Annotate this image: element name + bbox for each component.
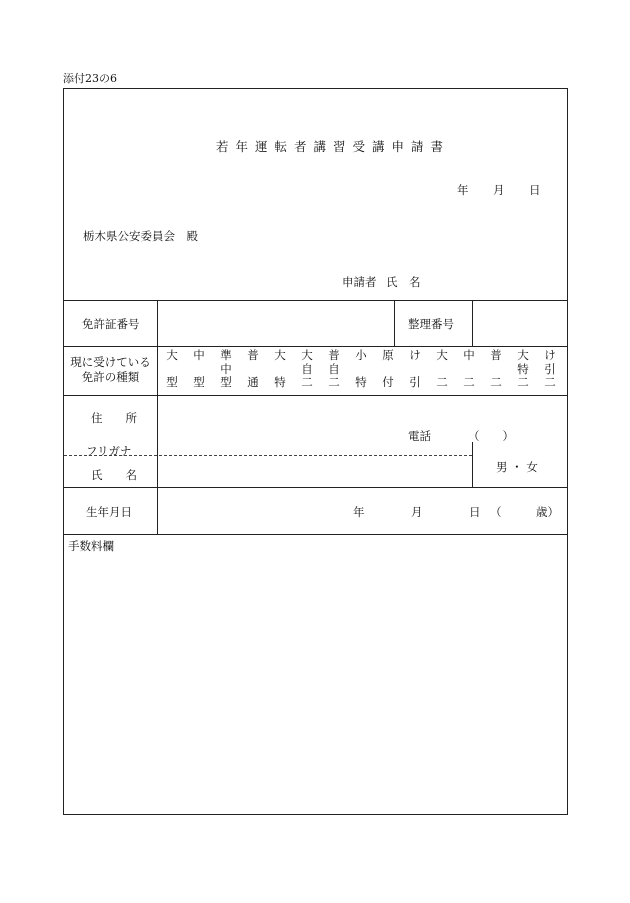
license-type-char	[271, 363, 289, 377]
addressee: 栃木県公安委員会 殿	[83, 229, 198, 243]
birth-day-label: 日	[469, 505, 481, 519]
birth-month-label: 月	[411, 505, 423, 519]
license-type-char: 通	[247, 375, 259, 389]
license-type-char	[460, 363, 478, 377]
fee-label: 手数料欄	[68, 539, 114, 553]
form-title: 若年運転者講習受講申請書	[216, 139, 451, 154]
license-type-item[interactable]	[244, 349, 262, 390]
license-type-char: 特	[355, 375, 367, 389]
license-type-item[interactable]	[379, 349, 397, 390]
license-type-char: 二	[490, 375, 502, 389]
license-type-item[interactable]	[487, 349, 505, 390]
name-field[interactable]	[158, 456, 472, 487]
furigana-field[interactable]	[158, 443, 472, 455]
column-divider	[394, 300, 395, 346]
application-form	[63, 88, 568, 815]
license-type-char: 大	[436, 348, 448, 362]
license-type-item[interactable]	[460, 349, 478, 390]
license-number-label: 免許証番号	[82, 317, 140, 331]
license-type-char: 二	[328, 375, 340, 389]
license-type-char: 普	[490, 348, 502, 362]
phone-paren: （ ）	[468, 429, 514, 443]
license-type-item[interactable]	[514, 349, 532, 390]
license-type-char: 引	[544, 361, 556, 376]
license-type-char: 自	[301, 361, 313, 376]
license-type-char: 中	[193, 348, 205, 362]
license-type-char: 自	[328, 361, 340, 376]
license-type-char	[379, 363, 397, 377]
license-type-char: 大	[166, 348, 178, 362]
applicant-label: 申請者	[342, 275, 377, 289]
license-type-char: 特	[274, 375, 286, 389]
license-type-item[interactable]	[271, 349, 289, 390]
license-type-char	[163, 363, 181, 377]
license-type-char: 引	[409, 375, 421, 389]
license-type-char: 普	[328, 348, 340, 362]
license-type-char: 型	[220, 375, 232, 389]
divider	[64, 346, 567, 347]
license-type-char	[433, 363, 451, 377]
license-type-char: 小	[355, 348, 367, 362]
reference-number-field[interactable]	[473, 301, 567, 346]
reference-number-label: 整理番号	[408, 317, 454, 331]
fee-area	[64, 535, 567, 814]
applicant-name-label: 氏 名	[386, 275, 421, 289]
license-type-char: 付	[382, 375, 394, 389]
license-type-item[interactable]	[190, 349, 208, 390]
license-type-item[interactable]	[325, 349, 343, 390]
license-type-char: 普	[247, 348, 259, 362]
license-type-char: 大	[517, 348, 529, 362]
license-type-item[interactable]	[352, 349, 370, 390]
license-type-char: け	[409, 348, 421, 362]
license-type-char	[352, 363, 370, 377]
attachment-label: 添付23の6	[63, 72, 117, 85]
license-type-item[interactable]	[298, 349, 316, 390]
license-type-item[interactable]	[433, 349, 451, 390]
license-type-char: 二	[517, 375, 529, 389]
license-type-char: 二	[436, 375, 448, 389]
address-label: 住 所	[91, 411, 137, 425]
date-day-label: 日	[529, 183, 541, 197]
license-type-char	[190, 363, 208, 377]
license-type-char	[487, 363, 505, 377]
gender-options[interactable]: 男 ・ 女	[496, 460, 538, 474]
license-type-char: 中	[463, 348, 475, 362]
license-type-item[interactable]	[541, 349, 559, 390]
birthdate-label: 生年月日	[86, 505, 132, 519]
license-type-char: け	[544, 348, 556, 362]
license-type-char: 原	[382, 348, 394, 362]
license-type-char: 二	[544, 375, 556, 389]
license-types-label: 現に受けている 免許の種類	[70, 355, 151, 384]
license-type-char: 大	[274, 348, 286, 362]
license-type-char: 型	[193, 375, 205, 389]
furigana-label: フリガナ	[86, 444, 132, 458]
license-type-char: 中	[220, 361, 232, 376]
license-type-char	[244, 363, 262, 377]
date-year-label: 年	[457, 183, 469, 197]
license-type-char: 二	[463, 375, 475, 389]
license-type-char: 特	[517, 361, 529, 376]
license-type-item[interactable]	[163, 349, 181, 390]
license-type-char: 準	[220, 348, 232, 362]
license-type-item[interactable]	[406, 349, 424, 390]
date-month-label: 月	[493, 183, 505, 197]
license-number-field[interactable]	[158, 301, 394, 346]
license-type-char: 二	[301, 375, 313, 389]
name-label: 氏 名	[91, 468, 137, 482]
license-type-char	[406, 363, 424, 377]
phone-label: 電話	[408, 429, 431, 443]
license-type-item[interactable]	[217, 349, 235, 390]
column-divider	[472, 442, 473, 487]
age-label: （ 歳）	[490, 505, 559, 519]
license-type-char: 型	[166, 375, 178, 389]
license-type-char: 大	[301, 348, 313, 362]
birth-year-label: 年	[353, 505, 365, 519]
